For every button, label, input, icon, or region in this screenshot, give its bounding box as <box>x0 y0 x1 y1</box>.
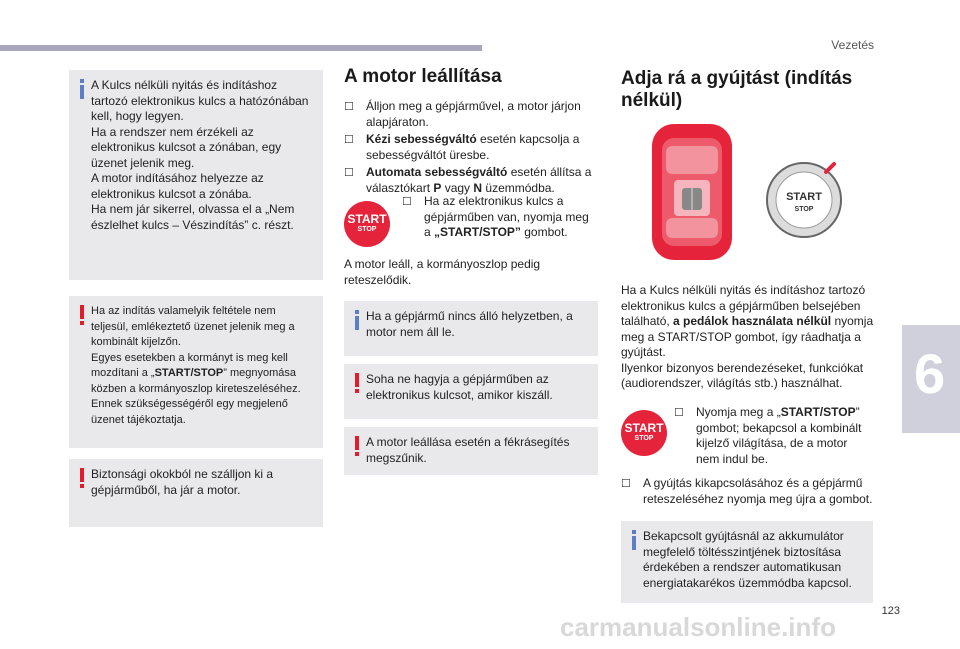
start-stop-dial-illustration <box>764 160 844 240</box>
info-text: Ha a gépjármű nincs álló helyzetben, a motor nem áll le. <box>366 309 573 339</box>
step-item: ☐ Kézi sebességváltó esetén kapcsolja a sebességváltót üresbe. <box>344 132 580 162</box>
chapter-number: 6 <box>914 342 946 405</box>
info-box-battery <box>621 521 873 603</box>
info-icon <box>77 79 87 99</box>
car-key-illustration <box>644 118 740 266</box>
info-box-keyless <box>69 70 323 280</box>
ignition-text-1: Ha a Kulcs nélküli nyitás és indításhoz tartozó elektronikus kulcs a gépjárműben belsejében található, a pedálok használata nélkül nyomja meg a START/STOP gombot, így ráadhatja a gyújtást. <box>621 283 874 359</box>
warning-text-1: Ha az indítás valamelyik feltétele nem teljesül, emlékeztető üzenet jelenik meg a kombinált kijelzőn. <box>91 305 295 348</box>
section-title-ignition: Adja rá a gyújtást (indítás nélkül) <box>621 68 853 111</box>
warning-icon <box>352 373 362 393</box>
section-title: Vezetés <box>831 38 874 52</box>
step-item-off: ☐ A gyújtás kikapcsolásához és a gépjármű reteszeléséhez nyomja meg újra a gombot. <box>621 476 873 506</box>
ignition-description <box>621 283 877 392</box>
start-stop-button-icon: START STOP <box>344 201 390 247</box>
chapter-tab <box>902 325 960 433</box>
warning-icon <box>77 305 87 325</box>
info-text: Bekapcsolt gyújtásnál az akkumulátor megfelelő töltésszintjének biztosítása érdekében a rendszer automatikusan energiatakarékos üzemmódba kapcsol. <box>643 529 852 590</box>
checkbox-icon: ☐ <box>674 407 684 419</box>
checkbox-icon: ☐ <box>344 167 354 179</box>
stop-result-text: A motor leáll, a kormányoszlop pedig reteszelődik. <box>344 257 541 287</box>
stop-steps <box>344 99 600 198</box>
warning-box-start <box>69 296 323 448</box>
ignition-text-2: Ilyenkor bizonyos berendezéseket, funkciókat (audiorendszer, világítás stb.) használhat. <box>621 360 864 390</box>
info-box-stationary <box>344 301 598 356</box>
start-stop-button-icon: START STOP <box>621 410 667 456</box>
warning-text: Biztonsági okokból ne szálljon ki a gépjárműből, ha jár a motor. <box>91 467 274 497</box>
warning-box-brake <box>344 427 598 475</box>
step-item-press: ☐ Ha az elektronikus kulcs a gépjárműben van, nyomja meg a „START/STOP” gombot. <box>402 194 589 239</box>
checkbox-icon: ☐ <box>402 196 412 208</box>
warning-box-key <box>344 364 598 419</box>
checkbox-icon: ☐ <box>621 478 631 490</box>
step-item-press-ignition: ☐ Nyomja meg a „START/STOP” gombot; bekapcsol a kombinált kijelző világítása, de a motor nem indul be. <box>674 405 862 466</box>
warning-text-3: Ennek szükségességéről egy megjelenő üzenet tájékoztatja. <box>91 398 288 426</box>
warning-text-2: Egyes esetekben a kormányt is meg kell mozdítani a „START/STOP” megnyomása közben a kormányoszlop kireteszeléséhez. <box>91 351 301 395</box>
warning-box-safety <box>69 459 323 527</box>
checkbox-icon: ☐ <box>344 101 354 113</box>
warning-icon <box>352 436 362 456</box>
dial-stop-label: STOP <box>794 206 814 213</box>
dial-start-label: START <box>786 191 822 203</box>
header-bar <box>0 45 482 51</box>
section-title-stop-engine: A motor leállítása <box>344 66 502 87</box>
warning-text: Soha ne hagyja a gépjárműben az elektronikus kulcsot, amikor kiszáll. <box>366 372 553 402</box>
info-text: A Kulcs nélküli nyitás és indításhoz tartozó elektronikus kulcs a hatózónában kell, hogy legyen. Ha a rendszer nem érzékeli az elektronikus kulcsot a zónában, egy üzenet jelenik meg. A motor indításához helyezze az elektronikus kulcsot a zónába. Ha nem jár sikerrel, olvassa el a „Nem észlelhet kulcs – Vészindítás” c. részt. <box>91 78 309 232</box>
page-number: 123 <box>881 605 900 617</box>
info-icon <box>629 530 639 550</box>
step-item: ☐ Automata sebességváltó esetén állítsa a választókart P vagy N üzemmódba. <box>344 165 592 195</box>
warning-icon <box>77 468 87 488</box>
watermark: carmanualsonline.info <box>560 612 836 642</box>
info-icon <box>352 310 362 330</box>
checkbox-icon: ☐ <box>344 134 354 146</box>
warning-text: A motor leállása esetén a fékrásegítés megszűnik. <box>366 435 570 465</box>
step-item: ☐ Álljon meg a gépjárművel, a motor járjon alapjáraton. <box>344 99 581 129</box>
